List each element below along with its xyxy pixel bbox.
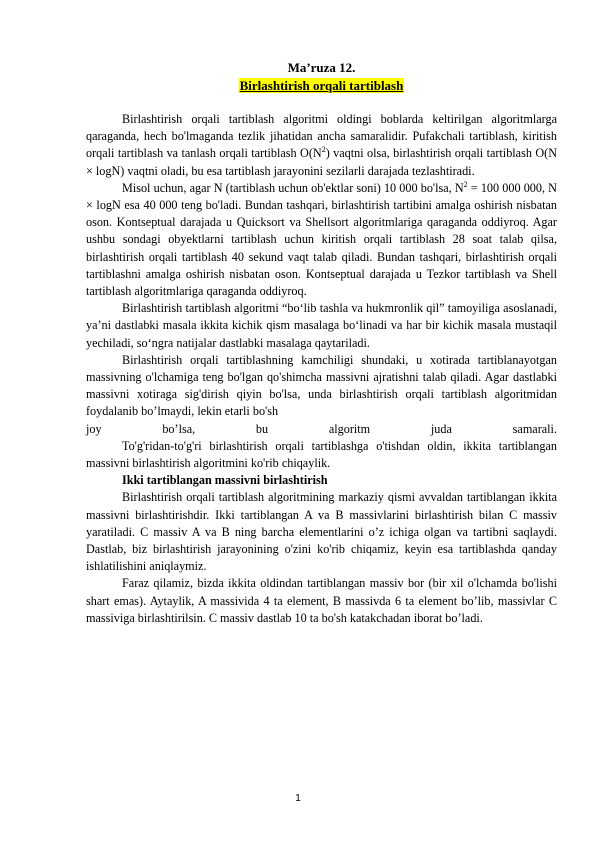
topic-title: Birlashtirish orqali tartiblash [239,78,404,93]
topic-title-wrap [86,77,557,95]
paragraph-2-part-b: = 100 000 000, N × logN esa 40 000 teng bo'ladi. Bundan tashqari, birlashtirish tartibini amalga oshirish nisbatan oson. Kontseptual darajada u Quicksort va Shellsort algoritmlariga qaraganda oddiyroq. Agar ushbu sondagi obyektlarni tartiblash uchun kiritish orqali tartiblash 28 soat talab qilsa, birlashtirish orqali tartiblash 40 sekund vaqt talab qiladi. Bundan tashqari, birlashtirish orqali tartiblashni amalga oshirish nisbatan oson. Kontseptual darajada u Tezkor tartiblash va Shell tartiblash algoritmlariga qaraganda oddiyroq. [86,180,557,299]
paragraph-2 [86,180,557,300]
superscript: 2 [321,145,326,155]
paragraph-7: Faraz qilamiz, bizda ikkita oldindan tartiblangan massiv bor (bir xil o'lchamda bo'lishi shart emas). Aytaylik, A massivida 4 ta element, B massivda 6 ta element bo’lib, massivlar C massiviga birlashtirilsin. C massiv dastlab 10 ta bo'sh katakchadan iborat bo’ladi. [86,576,557,625]
paragraph-6: Birlashtirish orqali tartiblash algoritmining markaziy qismi avvaldan tartiblangan ikkita massivni birlashtirishdir. Ikki tartiblangan A va B massivlarini birlashtirish bilan C massiv yaratiladi. C massiv A va B ning barcha elementlarini o’z ichiga olgan va tartibni saqlaydi. Dastlab, biz birlashtirish jarayonining o'zini ko'rib chiqamiz, keyin esa tartiblashda qanday ishlatilishini aniqlaymiz. [86,490,557,574]
paragraph-1-part-b: ) vaqtni olsa, birlashtirish orqali tartiblash O(N × logN) vaqtni oladi, bu esa tartiblash jarayonini sezilarli darajada tezlashtiradi. [86,146,557,178]
paragraph-4: Birlashtirish orqali tartiblashning kamchiligi shundaki, u xotirada tartiblanayotgan massivning o'lchamiga teng bo'lgan qo'shimcha massivni ajratishni talab qiladi. Agar dastlabki massivni xotiraga sig'dirish qiyin bo'lsa, unda birlashtirish orqali tartiblash algoritmidan foydalanib bo’lmaydi, lekin etarli bo'sh [86,352,557,419]
paragraph-1 [86,111,557,180]
page-number: 1 [295,793,301,804]
document-page [86,60,557,627]
paragraph-4-last-line: joy bo’lsa, bu algoritm juda samarali. [86,421,557,436]
paragraph-1-part-a: Birlashtirish orqali tartiblash algoritmi oldingi boblarda keltirilgan algoritmlarga qaraganda, hech bo'lmaganda tezlik jihatidan ancha samaralidir. Pufakchali tartiblash, kiritish orqali tartiblash va tanlash orqali tartiblash O(N [86,112,557,161]
paragraph-5: To'g'ridan-to'g'ri birlashtirish orqali tartiblashga o'tishdan oldin, ikkita tartiblangan massivni birlashtirish algoritmini ko'rib chiqaylik. [86,438,557,471]
lecture-number: Ma’ruza 12. [287,60,356,75]
superscript: 2 [463,179,468,189]
paragraph-2-part-a: Misol uchun, agar N (tartiblash uchun ob'ektlar soni) 10 000 bo'lsa, N [122,180,464,195]
section-heading: Ikki tartiblangan massivni birlashtirish [122,473,328,488]
paragraph-3: Birlashtirish tartiblash algoritmi “bo‘lib tashla va hukmronlik qil” tamoyiliga asoslanadi, ya’ni dastlabki masala ikkita kichik qism masalaga bo‘linadi va har bir kichik masala mustaqil yechiladi, so‘ngra natijalar dastlabki masalaga qaytariladi. [86,301,557,350]
